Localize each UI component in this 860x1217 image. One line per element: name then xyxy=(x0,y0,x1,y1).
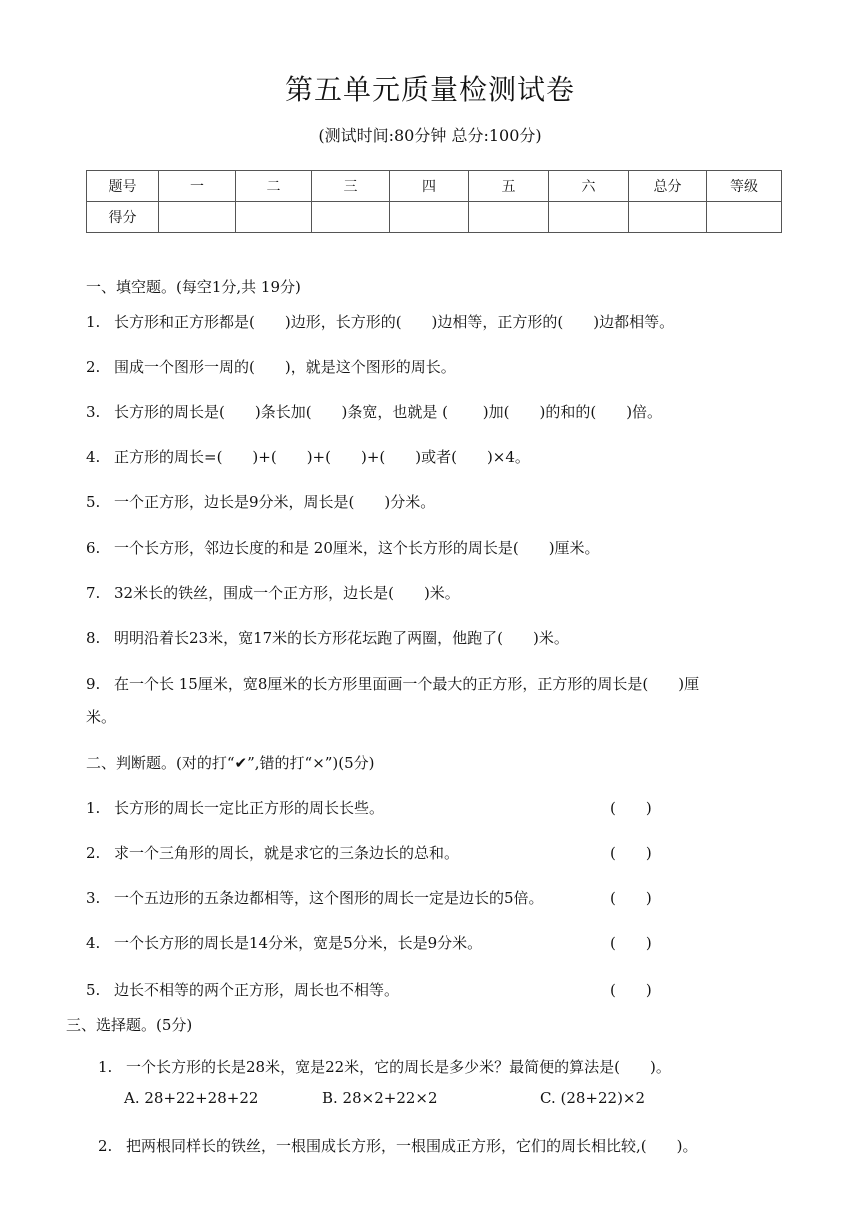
question-text: 把两根同样长的铁丝，一根围成长方形，一根围成正方形，它们的周长相比较,( )。 xyxy=(126,1137,698,1155)
question-number: 1. xyxy=(86,313,101,331)
question-text: 长方形的周长是( )条长加( )条宽，也就是 ( )加( )的和的( )倍。 xyxy=(114,403,663,421)
score-header-cell: 总分 xyxy=(629,171,707,202)
fill-question xyxy=(86,491,435,512)
score-header-cell: 四 xyxy=(390,171,469,202)
score-table-header-row xyxy=(87,171,782,202)
question-number: 3. xyxy=(86,889,101,907)
score-table xyxy=(86,170,782,233)
score-cell[interactable] xyxy=(236,202,312,233)
question-number: 3. xyxy=(86,403,101,421)
question-text: 在一个长 15厘米，宽8厘米的长方形里面画一个最大的正方形，正方形的周长是( )厘 xyxy=(114,675,700,693)
judge-question xyxy=(86,797,384,818)
answer-bracket[interactable]: ( ) xyxy=(610,889,652,907)
score-cell[interactable] xyxy=(390,202,469,233)
question-text: 明明沿着长23米，宽17米的长方形花坛跑了两圈，他跑了( )米。 xyxy=(114,629,569,647)
question-text: 一个长方形的长是28米，宽是22米，它的周长是多少米？最简便的算法是( )。 xyxy=(126,1058,671,1076)
section1-heading: 一、填空题。(每空1分,共 19分) xyxy=(86,278,301,296)
choice-question xyxy=(98,1135,697,1156)
question-text: 正方形的周长=( )+( )+( )+( )或者( )×4。 xyxy=(114,448,530,466)
score-cell[interactable] xyxy=(469,202,549,233)
question-number: 2. xyxy=(86,844,101,862)
score-header-cell: 二 xyxy=(236,171,312,202)
score-row-label: 得分 xyxy=(87,202,159,233)
score-table-score-row xyxy=(87,202,782,233)
question-number: 5. xyxy=(86,493,101,511)
question-text: 求一个三角形的周长，就是求它的三条边长的总和。 xyxy=(114,844,460,862)
score-cell[interactable] xyxy=(159,202,236,233)
fill-question xyxy=(86,311,674,332)
question-number: 6. xyxy=(86,539,101,557)
option-a[interactable]: A. 28+22+28+22 xyxy=(124,1089,259,1107)
page-title: 第五单元质量检测试卷 xyxy=(284,73,575,106)
score-cell[interactable] xyxy=(549,202,629,233)
score-header-cell: 五 xyxy=(469,171,549,202)
question-number: 1. xyxy=(86,799,101,817)
question-text: 边长不相等的两个正方形，周长也不相等。 xyxy=(114,981,400,999)
question-number: 1. xyxy=(98,1058,113,1076)
score-header-cell: 三 xyxy=(312,171,390,202)
question-text: 围成一个图形一周的( )，就是这个图形的周长。 xyxy=(114,358,456,376)
question-number: 9. xyxy=(86,675,101,693)
question-number: 4. xyxy=(86,934,101,952)
score-header-cell: 六 xyxy=(549,171,629,202)
question-text: 一个正方形，边长是9分米，周长是( )分米。 xyxy=(114,493,436,511)
question-number: 5. xyxy=(86,981,101,999)
question-text: 长方形和正方形都是( )边形，长方形的( )边相等，正方形的( )边都相等。 xyxy=(114,313,675,331)
score-cell[interactable] xyxy=(312,202,390,233)
fill-question xyxy=(86,401,662,422)
question-text-continued: 米。 xyxy=(86,708,117,726)
question-number: 2. xyxy=(86,358,101,376)
question-text: 32米长的铁丝，围成一个正方形，边长是( )米。 xyxy=(114,584,460,602)
judge-question xyxy=(86,887,544,908)
score-header-cell: 一 xyxy=(159,171,236,202)
question-number: 4. xyxy=(86,448,101,466)
page-subtitle: (测试时间:80分钟 总分:100分) xyxy=(318,126,542,145)
question-text: 一个五边形的五条边都相等，这个图形的周长一定是边长的5倍。 xyxy=(114,889,544,907)
answer-bracket[interactable]: ( ) xyxy=(610,934,652,952)
judge-question xyxy=(86,979,399,1000)
choice-question xyxy=(98,1056,671,1077)
question-number: 7. xyxy=(86,584,101,602)
question-text: 一个长方形的周长是14分米，宽是5分米，长是9分米。 xyxy=(114,934,483,952)
fill-question xyxy=(86,537,600,558)
score-cell[interactable] xyxy=(629,202,707,233)
question-text: 一个长方形，邻边长度的和是 20厘米，这个长方形的周长是( )厘米。 xyxy=(114,539,600,557)
judge-question xyxy=(86,842,459,863)
section2-heading: 二、判断题。(对的打“✔”,错的打“×”)(5分) xyxy=(86,754,375,772)
question-text: 长方形的周长一定比正方形的周长长些。 xyxy=(114,799,385,817)
fill-question xyxy=(86,356,456,377)
score-header-cell: 等级 xyxy=(707,171,782,202)
fill-question xyxy=(86,627,569,648)
fill-question xyxy=(86,673,699,694)
score-cell[interactable] xyxy=(707,202,782,233)
judge-question xyxy=(86,932,482,953)
option-b[interactable]: B. 28×2+22×2 xyxy=(322,1089,438,1107)
answer-bracket[interactable]: ( ) xyxy=(610,981,652,999)
answer-bracket[interactable]: ( ) xyxy=(610,799,652,817)
option-c[interactable]: C. (28+22)×2 xyxy=(540,1089,646,1107)
fill-question xyxy=(86,582,460,603)
question-number: 8. xyxy=(86,629,101,647)
score-header-cell: 题号 xyxy=(87,171,159,202)
section3-heading: 三、选择题。(5分) xyxy=(66,1016,193,1034)
question-number: 2. xyxy=(98,1137,113,1155)
fill-question xyxy=(86,446,530,467)
answer-bracket[interactable]: ( ) xyxy=(610,844,652,862)
